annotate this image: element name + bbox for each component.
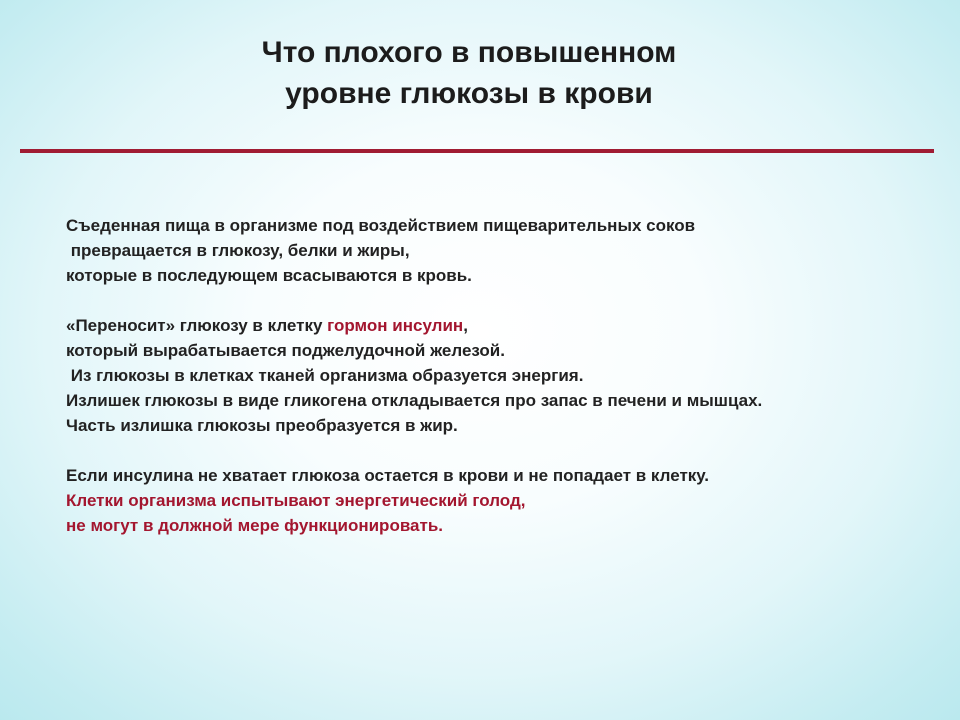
body-line: Если инсулина не хватает глюкоза остается в крови и не попадает в клетку.	[66, 466, 709, 485]
body-line: которые в последующем всасываются в кровь.	[66, 266, 472, 285]
slide-body	[66, 213, 946, 538]
insulin-line-prefix: «Переносит» глюкозу в клетку	[66, 316, 328, 335]
slide-title-line-2: уровне глюкозы в крови	[285, 77, 653, 110]
title-divider	[20, 149, 934, 153]
paragraph-insulin-deficit	[66, 463, 946, 538]
insulin-highlight: гормон инсулин	[327, 316, 464, 335]
paragraph-insulin	[66, 313, 946, 438]
body-line: Съеденная пища в организме под воздействием пищеварительных соков	[66, 216, 696, 235]
paragraph-gap	[66, 288, 946, 313]
body-line-insulin	[66, 313, 946, 338]
slide-title-line-1: Что плохого в повышенном	[261, 36, 677, 69]
body-line-warning: не могут в должной мере функционировать.	[66, 516, 444, 535]
body-line: который вырабатывается поджелудочной железой.	[66, 341, 505, 360]
body-line: Часть излишка глюкозы преобразуется в жир.	[66, 416, 458, 435]
body-line-warning: Клетки организма испытывают энергетический голод,	[66, 491, 526, 510]
paragraph-gap	[66, 438, 946, 463]
insulin-line-suffix: ,	[463, 316, 468, 335]
paragraph-food-digestion	[66, 213, 946, 288]
body-line: Излишек глюкозы в виде гликогена откладывается про запас в печени и мышцах.	[66, 391, 763, 410]
slide-title	[0, 32, 938, 114]
body-line: превращается в глюкозу, белки и жиры,	[66, 241, 410, 260]
body-line: Из глюкозы в клетках тканей организма образуется энергия.	[66, 366, 584, 385]
